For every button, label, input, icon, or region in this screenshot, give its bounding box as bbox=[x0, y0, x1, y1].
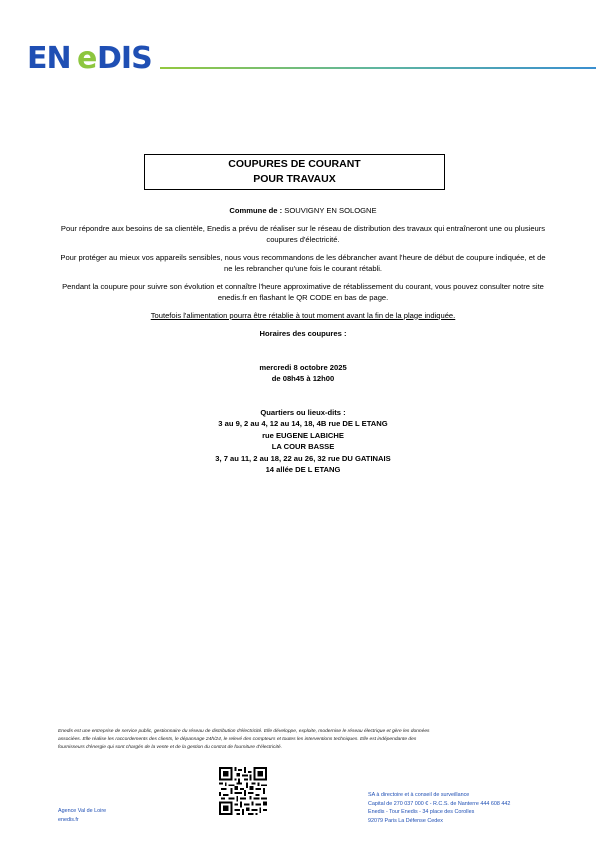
quartiers-label: Quartiers ou lieux-dits : bbox=[260, 407, 346, 417]
company-line: Capital de 270 037 000 € - R.C.S. de Nanterre 444 608 442 bbox=[368, 800, 511, 807]
quartier-item: 3 au 9, 2 au 4, 12 au 14, 18, 4B rue DE L ETANG bbox=[218, 419, 388, 428]
legal-line: fournisseurs d'énergie qui sont chargés de la vente et de la gestion du contrat de fourniture d'électricité. bbox=[58, 745, 282, 750]
svg-text:EN: EN bbox=[27, 41, 71, 72]
company-info bbox=[368, 791, 510, 825]
title-line-1: COUPURES DE COURANT bbox=[228, 158, 361, 170]
notice-content bbox=[58, 205, 548, 476]
agency-website-link[interactable]: enedis.fr bbox=[58, 816, 79, 823]
enedis-logo bbox=[27, 40, 155, 72]
company-line: Enedis - Tour Enedis - 34 place des Corolles bbox=[368, 809, 475, 815]
schedule-time: de 08h45 à 12h00 bbox=[271, 374, 335, 383]
qr-code-icon[interactable] bbox=[219, 767, 267, 815]
schedule-date: mercredi 8 octobre 2025 bbox=[259, 362, 347, 372]
legal-line: associées. Elle réalise les raccordements des clients, le dépannage 24h/24, le relevé des compteurs et toutes les interventions techniques. Elle est indépendante des bbox=[58, 737, 417, 742]
svg-text:e: e bbox=[77, 41, 97, 72]
commune-value: SOUVIGNY EN SOLOGNE bbox=[284, 206, 377, 215]
schedule-block bbox=[58, 362, 548, 385]
company-line: SA à directoire et à conseil de surveillance bbox=[368, 792, 470, 798]
intro-paragraph: Pour répondre aux besoins de sa clientèle, Enedis a prévu de réaliser sur le réseau de distribution des travaux qui entraîneront une ou plusieurs coupures d'électricité. bbox=[60, 223, 546, 244]
commune-label: Commune de : bbox=[229, 206, 283, 215]
follow-paragraph: Pendant la coupure pour suivre son évolution et connaître l'heure approximative de rétablissement du courant, vous pouvez consulter notre site enedis.fr en flashant le QR CODE en bas de page. bbox=[62, 281, 544, 302]
quartier-item: LA COUR BASSE bbox=[271, 442, 335, 451]
horaires-label: Horaires des coupures : bbox=[259, 329, 347, 338]
title-box bbox=[144, 154, 445, 190]
title-line-2: POUR TRAVAUX bbox=[253, 173, 336, 185]
svg-text:DIS: DIS bbox=[97, 41, 152, 72]
legal-line: Enedis est une entreprise de service public, gestionnaire du réseau de distribution d'électricité. Elle développe, exploite, modernise le réseau électrique et gère les données bbox=[58, 729, 430, 734]
quartier-item: rue EUGENE LABICHE bbox=[262, 430, 344, 440]
commune-line bbox=[58, 205, 548, 217]
company-line: 92079 Paris La Défense Cedex bbox=[368, 817, 443, 824]
quartiers-block bbox=[58, 407, 548, 476]
protect-paragraph: Pour protéger au mieux vos appareils sensibles, nous vous recommandons de les débrancher avant l'heure de début de coupure indiquée, et de ne les rebrancher qu'une fois le courant rétabli. bbox=[60, 252, 546, 273]
warning-paragraph: Toutefois l'alimentation pourra être rétablie à tout moment avant la fin de la plage indiquée. bbox=[150, 310, 456, 320]
quartier-item: 3, 7 au 11, 2 au 18, 22 au 26, 32 rue DU GATINAIS bbox=[215, 453, 391, 463]
legal-notice bbox=[58, 728, 548, 752]
agency-name: Agence Val de Loire bbox=[58, 808, 107, 814]
header-rule bbox=[160, 66, 596, 70]
agency-info bbox=[58, 807, 106, 824]
quartier-item: 14 allée DE L ETANG bbox=[265, 465, 341, 474]
